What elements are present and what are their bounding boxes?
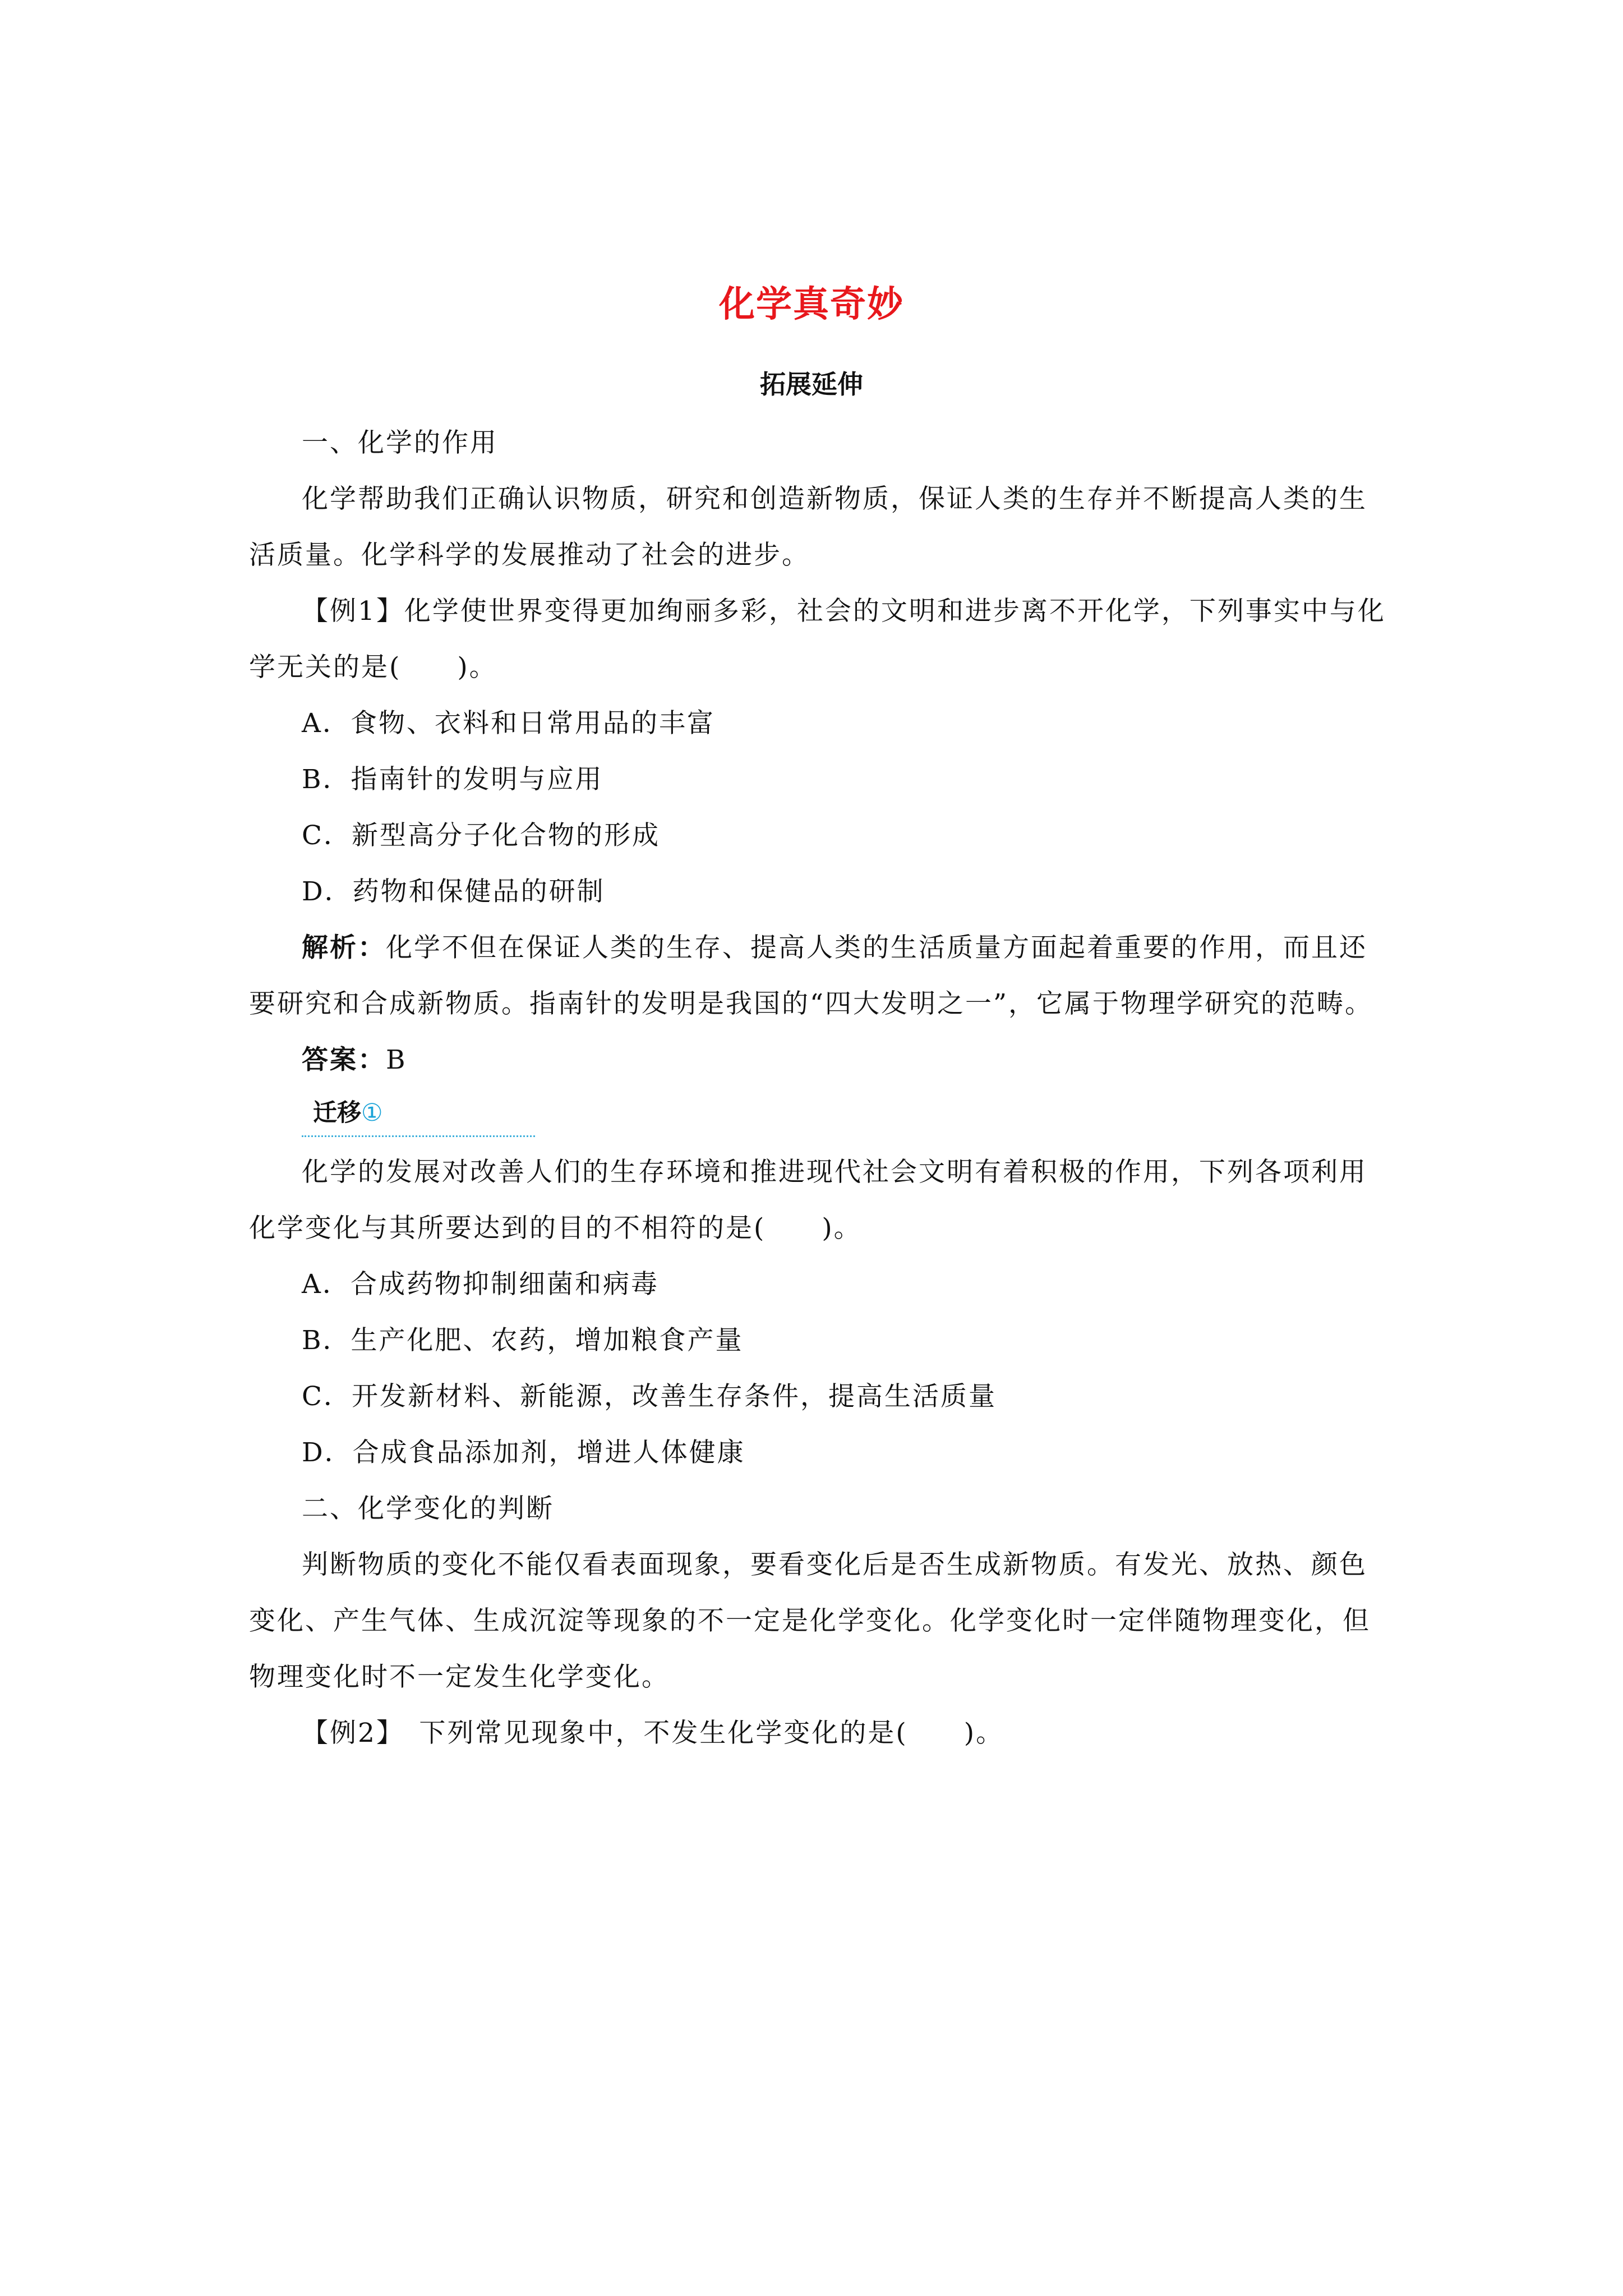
section1-intro: 化学帮助我们正确认识物质，研究和创造新物质，保证人类的生存并不断提高人类的生活质量。化学科学的发展推动了社会的进步。 <box>249 484 1367 570</box>
transfer1-question: 化学的发展对改善人们的生存环境和推进现代社会文明有着积极的作用，下列各项利用化学变化与其所要达到的目的不相符的是( )。 <box>249 1157 1367 1244</box>
example1-question: 化学使世界变得更加绚丽多彩，社会的文明和进步离不开化学，下列事实中与化学无关的是( )。 <box>249 596 1386 683</box>
example1-option-d: D．药物和保健品的研制 <box>302 876 605 907</box>
transfer1-option-a: A．合成药物抑制细菌和病毒 <box>302 1269 659 1300</box>
section2-intro: 判断物质的变化不能仅看表面现象，要看变化后是否生成新物质。有发光、放热、颜色变化、产生气体、生成沉淀等现象的不一定是化学变化。化学变化时一定伴随物理变化，但物理变化时不一定发生化学变化。 <box>249 1549 1371 1692</box>
example1-question-paragraph <box>249 583 1391 696</box>
example1-answer-paragraph <box>249 1032 1391 1088</box>
example1-option-a: A．食物、衣料和日常用品的丰富 <box>302 708 715 739</box>
transfer1-underline <box>302 1135 535 1137</box>
example1-analysis: 化学不但在保证人类的生存、提高人类的生活质量方面起着重要的作用，而且还要研究和合成新物质。指南针的发明是我国的“四大发明之一”，它属于物理学研究的范畴。 <box>249 932 1373 1019</box>
analysis-label: 解析： <box>302 932 386 963</box>
example2-label: 【例2】 <box>302 1718 391 1749</box>
example1-answer: B <box>386 1045 407 1075</box>
section1-heading: 一、化学的作用 <box>302 427 498 458</box>
document-body <box>249 415 1391 1761</box>
transfer1-marker <box>302 1088 1391 1144</box>
transfer1-label: 迁移 <box>313 1099 361 1127</box>
example2-question-paragraph <box>249 1705 1391 1761</box>
example2-question: 下列常见现象中，不发生化学变化的是( )。 <box>391 1718 1004 1749</box>
example1-option-b: B．指南针的发明与应用 <box>302 764 603 795</box>
section-subtitle: 拓展延伸 <box>760 369 863 399</box>
example1-analysis-paragraph <box>249 920 1391 1032</box>
transfer1-tag <box>313 1095 383 1131</box>
answer-label: 答案： <box>302 1045 386 1075</box>
section2-heading: 二、化学变化的判断 <box>302 1493 554 1524</box>
example1-label: 【例1】 <box>302 596 404 627</box>
transfer1-option-d: D．合成食品添加剂，增进人体健康 <box>302 1437 745 1468</box>
document-title: 化学真奇妙 <box>719 284 904 325</box>
transfer1-option-b: B．生产化肥、农药，增加粮食产量 <box>302 1325 744 1356</box>
example1-option-c: C．新型高分子化合物的形成 <box>302 820 660 851</box>
transfer1-number: ① <box>361 1099 383 1127</box>
transfer1-option-c: C．开发新材料、新能源，改善生存条件，提高生活质量 <box>302 1381 997 1412</box>
